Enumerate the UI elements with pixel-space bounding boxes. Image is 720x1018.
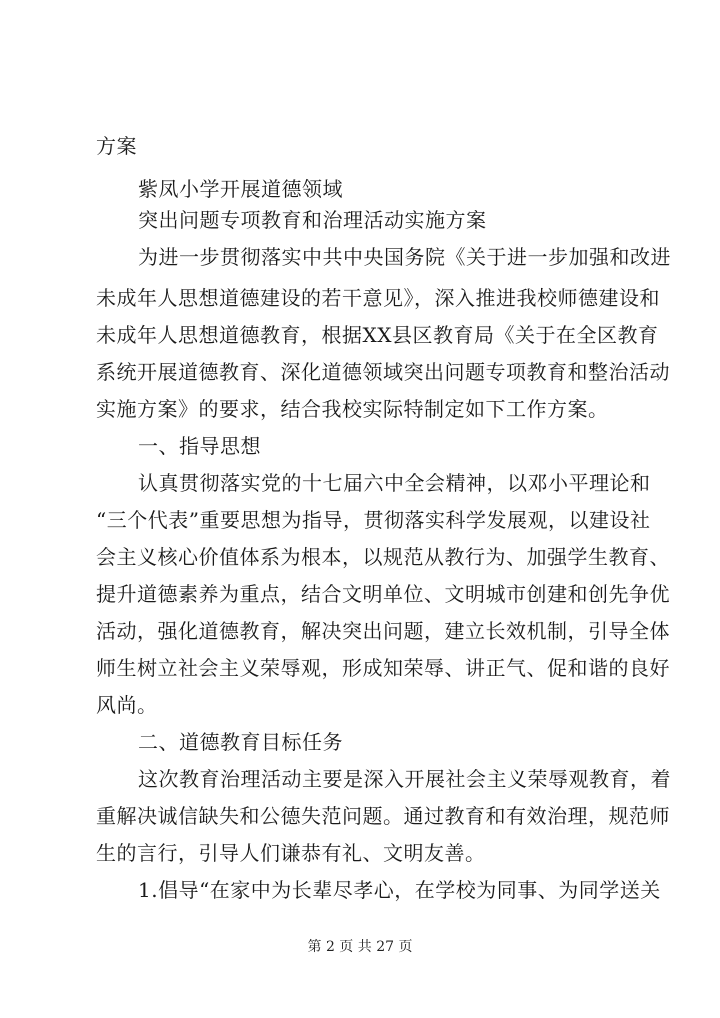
text-line: 为进一步贯彻落实中共中央国务院《关于进一步加强和改进 — [138, 245, 671, 269]
section-heading: 一、指导思想 — [138, 434, 261, 458]
title-line: 紫凤小学开展道德领域 — [138, 177, 343, 201]
text-line: “三个代表”重要思想为指导，贯彻落实科学发展观，以建设社 — [96, 508, 651, 532]
text-line: 生的言行，引导人们谦恭有礼、文明友善。 — [96, 841, 486, 865]
text-line: 未成年人思想道德建设的若干意见》，深入推进我校师德建设和 — [96, 286, 660, 310]
title-line: 突出问题专项教育和治理活动实施方案 — [138, 208, 487, 232]
section-heading: 二、道德教育目标任务 — [138, 730, 343, 754]
text-line: 师生树立社会主义荣辱观，形成知荣辱、讲正气、促和谐的良好 — [96, 656, 670, 680]
text-line: 活动，强化道德教育，解决突出问题，建立长效机制，引导全体 — [96, 619, 670, 643]
text-line: 未成年人思想道德教育，根据XX县区教育局《关于在全区教育 — [96, 323, 659, 347]
text-line: 实施方案》的要求，结合我校实际特制定如下工作方案。 — [96, 397, 609, 421]
text-line: 风尚。 — [96, 693, 158, 717]
text-line: 这次教育治理活动主要是深入开展社会主义荣辱观教育，着 — [138, 767, 671, 791]
text-line: 重解决诚信缺失和公德失范问题。通过教育和有效治理，规范师 — [96, 804, 670, 828]
text-line: 认真贯彻落实党的十七届六中全会精神，以邓小平理论和 — [138, 471, 651, 495]
text-line: 会主义核心价值体系为根本，以规范从教行为、加强学生教育、 — [96, 545, 670, 569]
page-number-footer: 第 2 页 共 27 页 — [307, 939, 413, 955]
text-line: 系统开展道德教育、深化道德领域突出问题专项教育和整治活动 — [96, 360, 670, 384]
text-line: 方案 — [96, 134, 137, 158]
text-line: 提升道德素养为重点，结合文明单位、文明城市创建和创先争优 — [96, 582, 670, 606]
text-line: 1.倡导“在家中为长辈尽孝心，在学校为同事、为同学送关 — [138, 878, 661, 902]
